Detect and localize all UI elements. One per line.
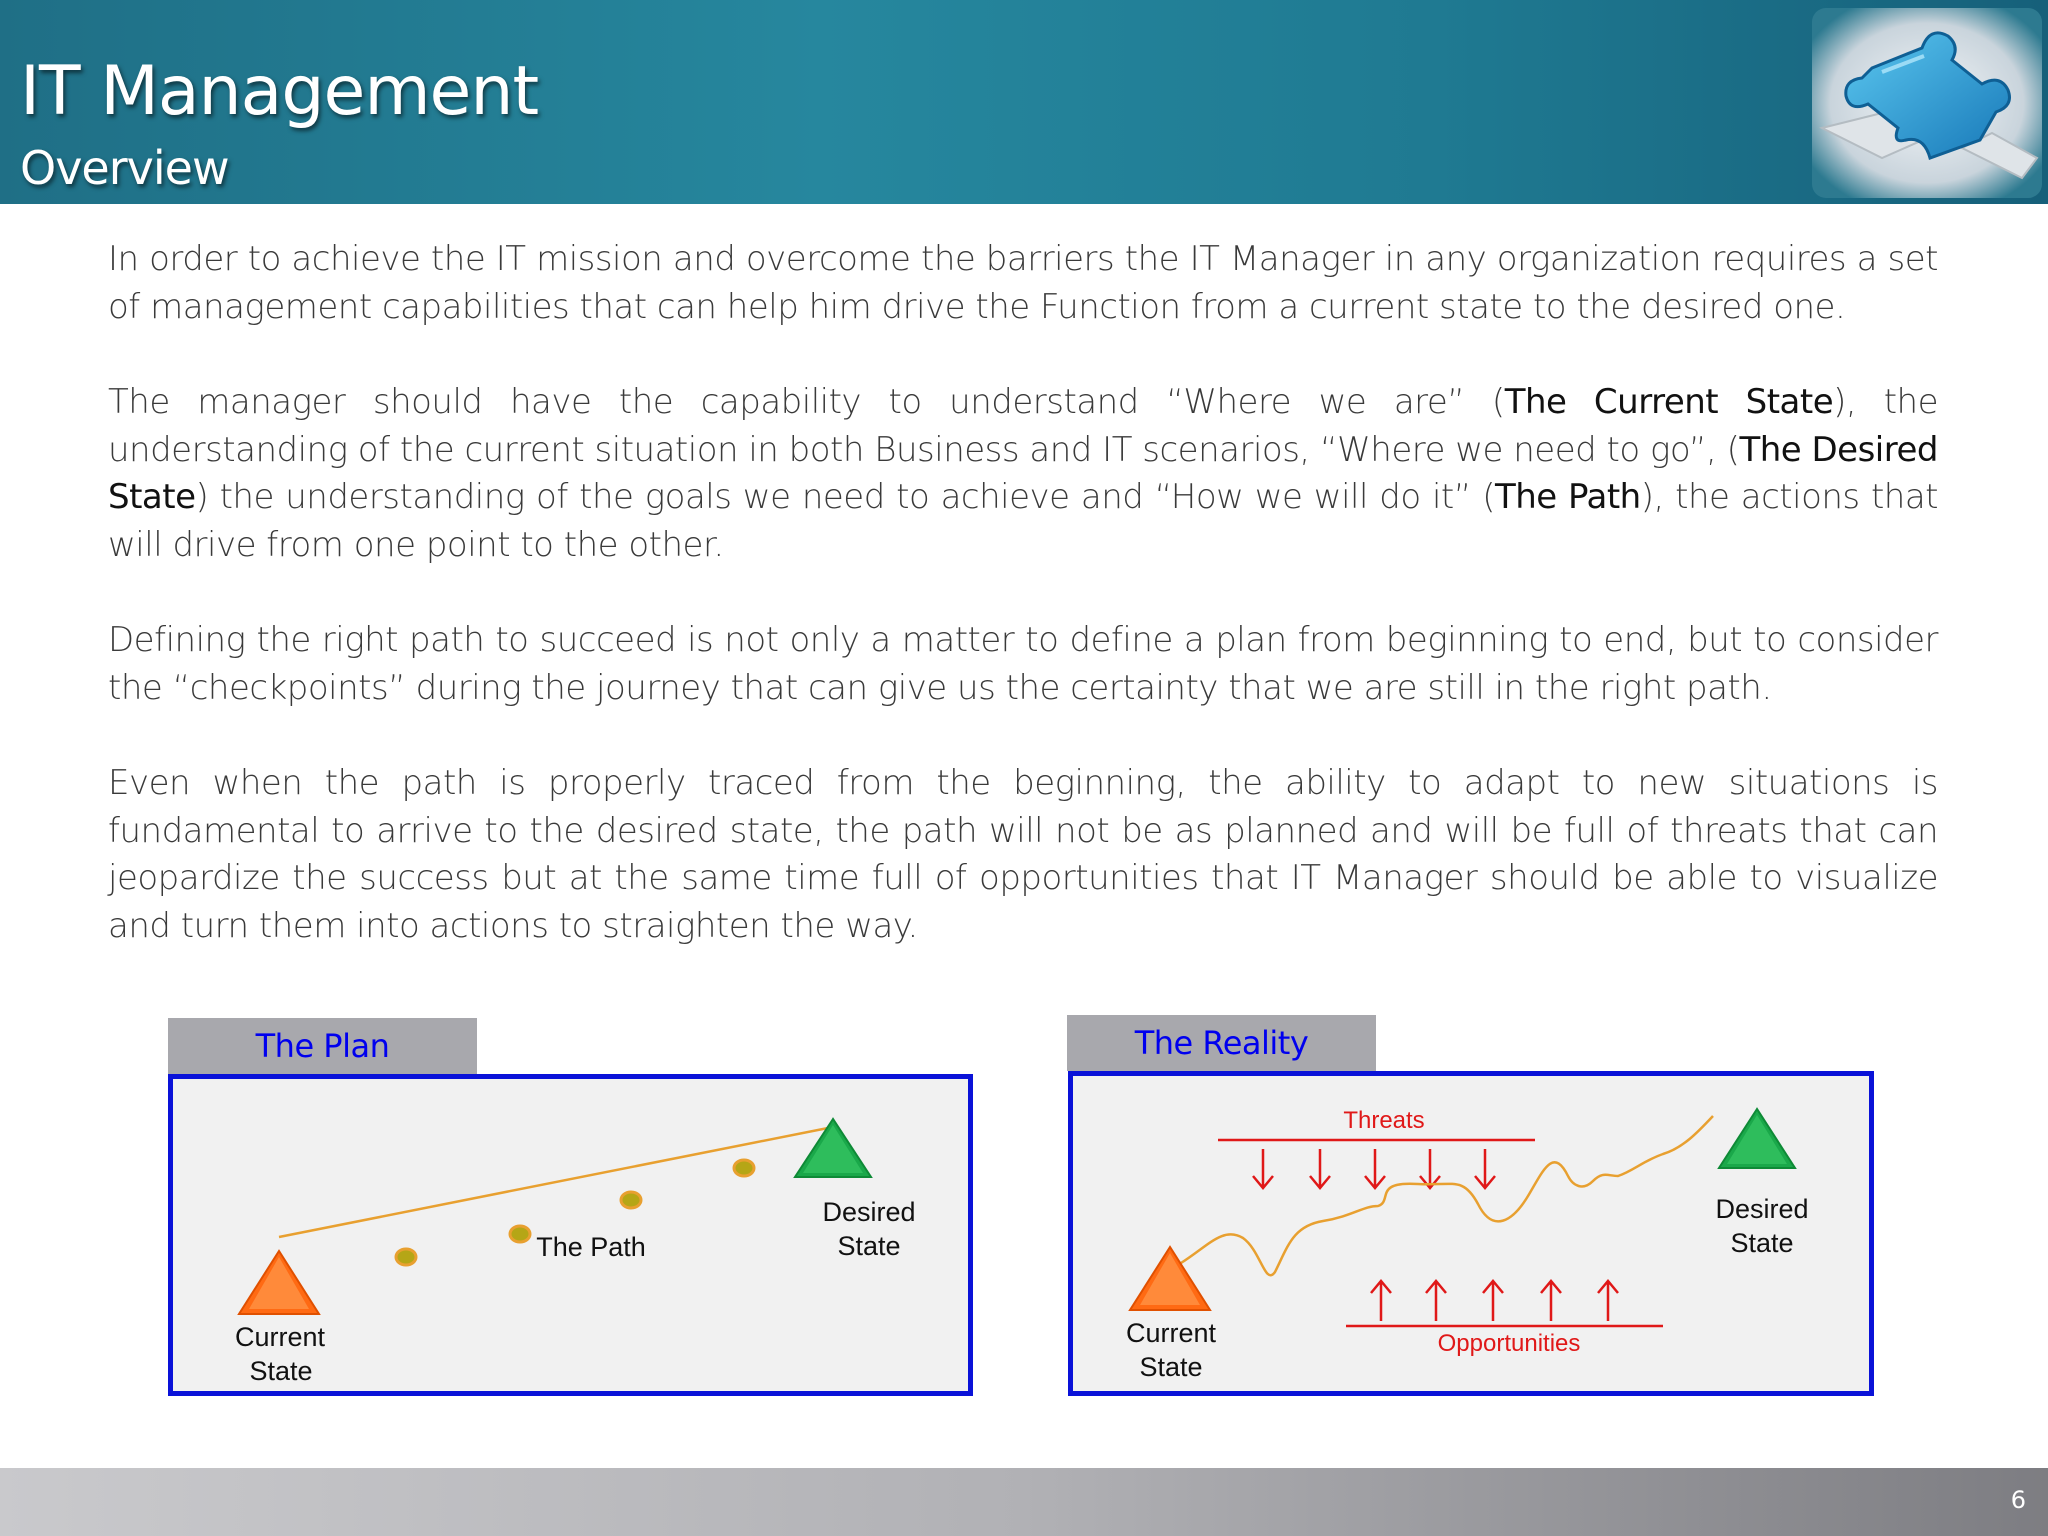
opportunity-arrow-4	[1541, 1281, 1561, 1321]
p2-text-2: ), the understanding of the current situation in both Business and IT scenarios, “Where we need to go”, (	[108, 382, 1938, 470]
plan-path-line	[279, 1127, 833, 1237]
threat-arrow-4	[1420, 1149, 1440, 1188]
reality-desired-label-1: Desired	[1715, 1194, 1809, 1224]
reality-diagram	[1068, 1071, 1874, 1396]
threat-arrow-5	[1475, 1149, 1495, 1188]
body-text	[108, 236, 1938, 998]
plan-desired-label-1: Desired	[822, 1197, 916, 1227]
footer-bar	[0, 1468, 2048, 1536]
opportunity-arrow-2	[1426, 1281, 1446, 1321]
checkpoint-1	[396, 1249, 416, 1265]
opportunity-arrow-5	[1598, 1281, 1618, 1321]
plan-tab: The Plan	[168, 1018, 477, 1074]
paragraph-checkpoints: Defining the right path to succeed is not only a matter to define a plan from beginning to end, but to consider the “checkpoints” during the journey that can give us the certainty that we are still in the right path.	[108, 620, 1938, 708]
term-desired-state: The Desired State	[108, 429, 1938, 517]
checkpoint-4	[734, 1160, 754, 1176]
checkpoint-3	[621, 1192, 641, 1208]
term-the-path: The Path	[1494, 477, 1641, 517]
paragraph-adapt: Even when the path is properly traced from the beginning, the ability to adapt to new situations is fundamental to arrive to the desired state, the path will not be as planned and will be full of threats that can jeopardize the success but at the same time full of opportunities that IT Manager should be able to visualize and turn them into actions to straighten the way.	[108, 763, 1938, 946]
opportunity-arrow-3	[1483, 1281, 1503, 1321]
desired-state-triangle-highlight	[1727, 1115, 1787, 1164]
reality-diagram-canvas	[1073, 1076, 1869, 1391]
reality-current-label-2: State	[1139, 1352, 1203, 1382]
page-title: IT Management	[20, 52, 539, 131]
p2-text-3: ) the understanding of the goals we need to achieve and “How we will do it” (	[195, 477, 1495, 517]
p2-text-1: The manager should have the capability to understand “Where we are” (	[108, 382, 1505, 422]
checkpoint-2	[510, 1226, 530, 1242]
plan-desired-label-2: State	[837, 1231, 901, 1261]
plan-current-label-1: Current	[234, 1322, 326, 1352]
page-number: 6	[2010, 1486, 2026, 1514]
reality-current-label-1: Current	[1125, 1318, 1217, 1348]
paragraph-intro: In order to achieve the IT mission and overcome the barriers the IT Manager in any organization requires a set of management capabilities that can help him drive the Function from a current state to the desired one.	[108, 239, 1938, 327]
opportunities-label: Opportunities	[1437, 1330, 1581, 1357]
threat-arrow-2	[1310, 1149, 1330, 1188]
threat-arrow-1	[1253, 1149, 1273, 1188]
paragraph-capabilities	[108, 379, 1938, 569]
plan-diagram	[168, 1074, 973, 1396]
opportunity-arrows	[1371, 1281, 1618, 1321]
reality-desired-label-2: State	[1730, 1228, 1794, 1258]
reality-tab: The Reality	[1067, 1015, 1376, 1071]
puzzle-piece-icon	[1812, 8, 2042, 198]
plan-path-label: The Path	[536, 1232, 646, 1262]
plan-diagram-canvas	[173, 1079, 968, 1391]
opportunity-arrow-1	[1371, 1281, 1391, 1321]
threat-arrows	[1253, 1149, 1495, 1188]
threats-label: Threats	[1343, 1107, 1425, 1134]
p2-text-4: ), the actions that will drive from one point to the other.	[108, 477, 1938, 565]
header-banner	[0, 0, 2048, 204]
page-subtitle: Overview	[20, 141, 229, 195]
term-current-state: The Current State	[1504, 382, 1834, 422]
threat-arrow-3	[1365, 1149, 1385, 1188]
plan-current-label-2: State	[249, 1356, 313, 1386]
